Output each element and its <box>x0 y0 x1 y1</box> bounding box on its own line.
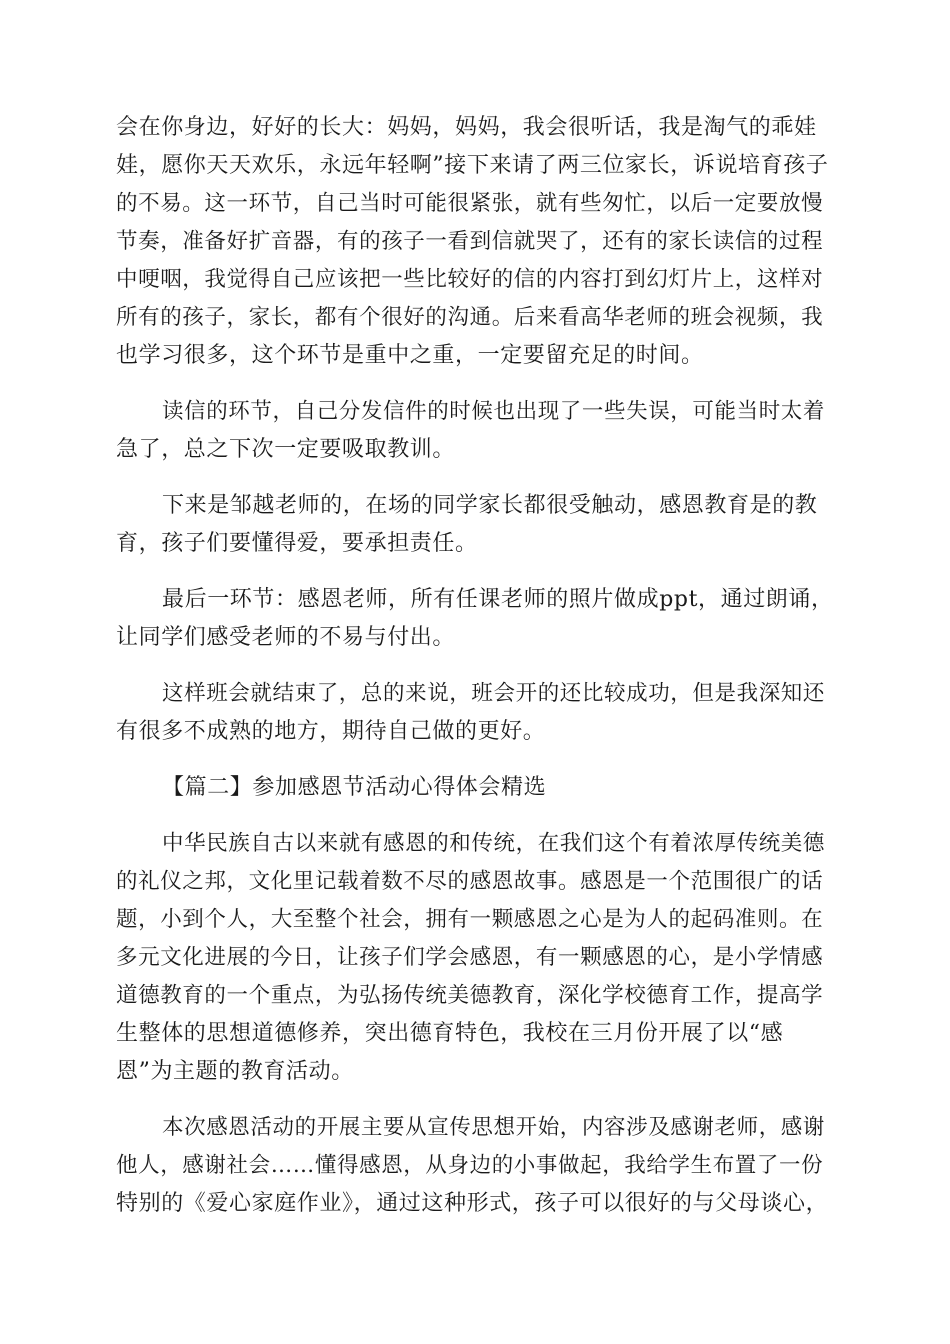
paragraph-2-line-2: 急了，总之下次一定要吸取教训。 <box>116 437 456 462</box>
paragraph-4-line-1: 最后一环节：感恩老师，所有任课老师的照片做成ppt，通过朗诵， <box>162 587 834 612</box>
paragraph-6-line-3: 题，小到个人，大至整个社会，拥有一颗感恩之心是为人的起码准则。在 <box>116 907 824 932</box>
paragraph-1-line-2: 娃，愿你天天欢乐，永远年轻啊”接下来请了两三位家长，诉说培育孩子 <box>116 153 829 178</box>
paragraph-1-line-6: 所有的孩子，家长，都有个很好的沟通。后来看高华老师的班会视频，我 <box>116 305 824 330</box>
paragraph-3-line-2: 育，孩子们要懂得爱，要承担责任。 <box>116 531 478 556</box>
paragraph-4-line-2: 让同学们感受老师的不易与付出。 <box>116 625 456 650</box>
paragraph-1-line-5: 中哽咽，我觉得自己应该把一些比较好的信的内容打到幻灯片上，这样对 <box>116 267 824 292</box>
paragraph-7-line-1: 本次感恩活动的开展主要从宣传思想开始，内容涉及感谢老师，感谢 <box>162 1115 826 1140</box>
paragraph-5-line-1: 这样班会就结束了，总的来说，班会开的还比较成功，但是我深知还 <box>162 681 826 706</box>
section-heading: 【篇二】参加感恩节活动心得体会精选 <box>162 775 547 800</box>
paragraph-6-line-2: 的礼仪之邦，文化里记载着数不尽的感恩故事。感恩是一个范围很广的话 <box>116 869 824 894</box>
paragraph-7-line-3: 特别的《爱心家庭作业》，通过这种形式，孩子可以很好的与父母谈心， <box>116 1191 829 1216</box>
paragraph-1-line-1: 会在你身边，好好的长大：妈妈，妈妈，我会很听话，我是淘气的乖娃 <box>116 115 817 140</box>
paragraph-1-line-7: 也学习很多，这个环节是重中之重，一定要留充足的时间。 <box>116 343 704 368</box>
paragraph-1-line-3: 的不易。这一环节，自己当时可能很紧张，就有些匆忙，以后一定要放慢 <box>116 191 824 216</box>
paragraph-6-line-6: 生整体的思想道德修养，突出德育特色，我校在三月份开展了以“感 <box>116 1021 784 1046</box>
paragraph-6-line-1: 中华民族自古以来就有感恩的和传统，在我们这个有着浓厚传统美德 <box>162 831 826 856</box>
paragraph-3-line-1: 下来是邹越老师的，在场的同学家长都很受触动，感恩教育是的教 <box>162 493 818 518</box>
paragraph-7-line-2: 他人，感谢社会……懂得感恩，从身边的小事做起，我给学生布置了一份 <box>116 1153 824 1178</box>
paragraph-6-line-5: 道德教育的一个重点，为弘扬传统美德教育，深化学校德育工作，提高学 <box>116 983 824 1008</box>
paragraph-2-line-1: 读信的环节，自己分发信件的时候也出现了一些失误，可能当时太着 <box>162 399 826 424</box>
paragraph-6-line-7: 恩”为主题的教育活动。 <box>116 1059 354 1084</box>
paragraph-1-line-4: 节奏，准备好扩音器，有的孩子一看到信就哭了，还有的家长读信的过程 <box>116 229 824 254</box>
paragraph-6-line-4: 多元文化进展的今日，让孩子们学会感恩，有一颗感恩的心，是小学情感 <box>116 945 824 970</box>
paragraph-5-line-2: 有很多不成熟的地方，期待自己做的更好。 <box>116 719 546 744</box>
